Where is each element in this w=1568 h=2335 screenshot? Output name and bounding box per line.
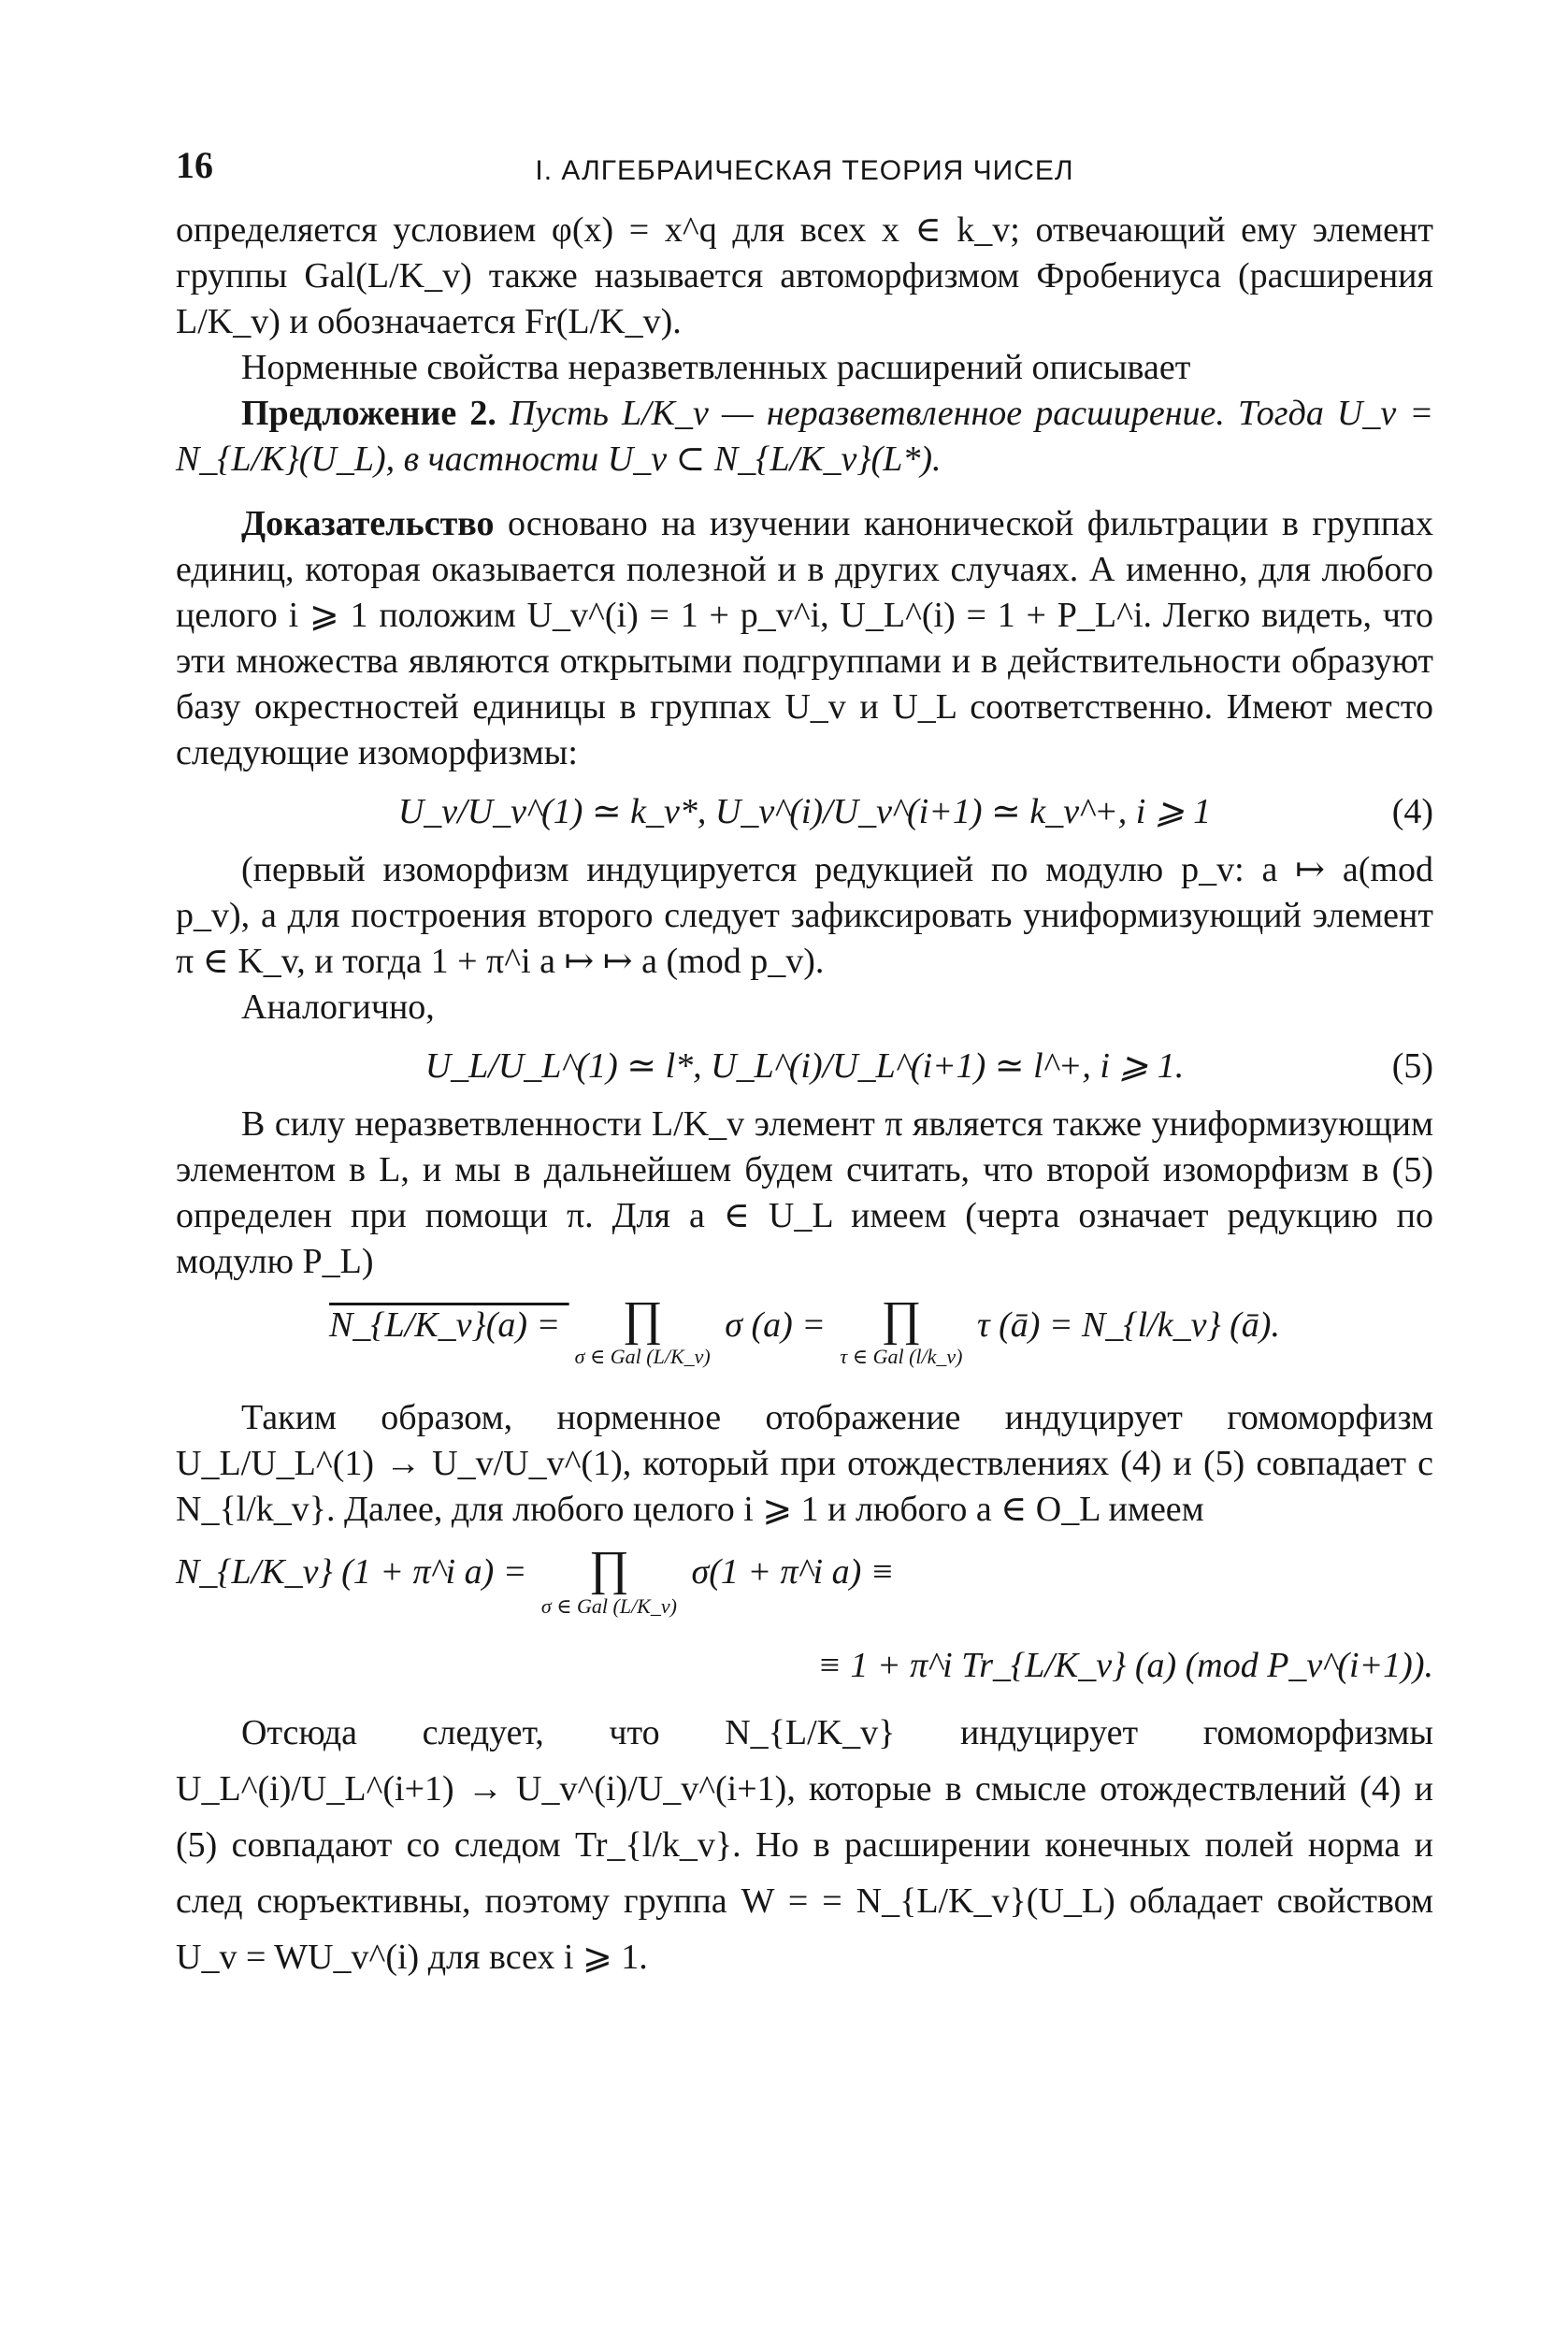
paragraph-frobenius: определяется условием φ(x) = x^q для всех x ∈ k_v; отвечающий ему элемент группы Gal(L/K_v) также называется автоморфизмом Фробениуса (расширения L/K_v) и обозначается Fr(L/K_v).	[176, 210, 1433, 341]
product-3-subscript: σ ∈ Gal (L/K_v)	[540, 1594, 677, 1618]
paragraph-uniformizer: В силу неразветвленности L/K_v элемент π является также униформизующим элементом в L, и мы в дальнейшем будем считать, что второй изоморфизм в (5) определен при помощи π. Для a ∈ U_L имеем (черта означает редукцию по модулю P_L)	[176, 1104, 1433, 1281]
product-over-gal-L: ∏ σ ∈ Gal (L/K_v)	[574, 1292, 711, 1368]
equation-norm-reduction	[176, 1292, 1433, 1378]
paragraph-homomorphism: Таким образом, норменное отображение индуцирует гомоморфизм U_L/U_L^(1) → U_v/U_v^(1), который при отождествлениях (4) и (5) совпадает с N_{l/k_v}. Далее, для любого целого i ⩾ 1 и любого a ∈ O_L имеем	[176, 1398, 1433, 1529]
proposition-text: Пусть L/K_v — неразветвленное расширение. Тогда U_v = N_{L/K}(U_L), в частности U_v ⊂ N_{L/K_v}(L*).	[176, 394, 1433, 479]
norm-expansion-line-2: ≡ 1 + π^i Tr_{L/K_v} (a) (mod P_v^(i+1)).	[817, 1646, 1433, 1685]
equation-4-number: (4)	[1391, 792, 1433, 831]
page-header	[176, 140, 1433, 208]
paragraph-isomorphism-note: (первый изоморфизм индуцируется редукцией по модулю p_v: a ↦ a(mod p_v), а для построения второго следует зафиксировать униформизующий элемент π ∈ K_v, и тогда 1 + π^i a ↦ ↦ a (mod p_v).	[176, 850, 1433, 981]
equation-norm-expansion	[176, 1542, 1433, 1636]
product-2-subscript: τ ∈ Gal (l/k_v)	[840, 1345, 963, 1368]
final-paragraph-block	[176, 1705, 1433, 1985]
equation-5-number: (5)	[1391, 1046, 1433, 1086]
product-over-gal: ∏ σ ∈ Gal (L/K_v)	[540, 1542, 677, 1618]
paragraph-surjectivity: Отсюда следует, что N_{L/K_v} индуцирует гомоморфизмы U_L^(i)/U_L^(i+1) → U_v^(i)/U_v^(i+1), которые в смысле отождествлений (4) и (5) совпадают со следом Tr_{l/k_v}. Но в расширении конечных полей норма и след сюръективны, поэтому группа W = = N_{L/K_v}(U_L) обладает свойством U_v = WU_v^(i) для всех i ⩾ 1.	[176, 1713, 1433, 1977]
proposition-label: Предложение 2.	[241, 394, 496, 433]
proof-label: Доказательство	[241, 504, 495, 543]
equation-5	[176, 1036, 1433, 1096]
norm-expansion-lhs: N_{L/K_v} (1 + π^i a) =	[176, 1552, 536, 1592]
norm-reduction-mid: σ (a) =	[725, 1305, 835, 1345]
equation-4	[176, 782, 1433, 842]
proof-paragraph	[176, 501, 1433, 776]
paragraph-norm-intro: Норменные свойства неразветвленных расширений описывает	[241, 348, 1191, 387]
norm-reduction-rhs: τ (ā) = N_{l/k_v} (ā).	[977, 1305, 1280, 1345]
proof-text: основано на изучении канонической фильтрации в группах единиц, которая оказывается полезной и в других случаях. А именно, для любого целого i ⩾ 1 положим U_v^(i) = 1 + p_v^i, U_L^(i) = 1 + P_L^i. Легко видеть, что эти множества являются открытыми подгруппами и в действительности образуют базу окрестностей единицы в группах U_v и U_L соответственно. Имеют место следующие изоморфизмы:	[176, 504, 1434, 772]
norm-expansion-rhs: σ(1 + π^i a) ≡	[691, 1552, 895, 1592]
page-number: 16	[176, 144, 213, 186]
norm-reduction-lhs: N_{L/K_v}(a) =	[329, 1305, 569, 1345]
page	[176, 140, 1433, 1985]
product-1-subscript: σ ∈ Gal (L/K_v)	[574, 1345, 711, 1368]
proposition-2	[176, 391, 1433, 483]
equation-4-formula: U_v/U_v^(1) ≃ k_v*, U_v^(i)/U_v^(i+1) ≃ k_v^+, i ⩾ 1	[397, 792, 1212, 831]
running-head: I. АЛГЕБРАИЧЕСКАЯ ТЕОРИЯ ЧИСЕЛ	[535, 155, 1074, 186]
equation-5-formula: U_L/U_L^(1) ≃ l*, U_L^(i)/U_L^(i+1) ≃ l^+, i ⩾ 1.	[424, 1046, 1185, 1086]
product-over-gal-l: ∏ τ ∈ Gal (l/k_v)	[840, 1292, 963, 1368]
paragraph-analogously: Аналогично,	[241, 987, 435, 1027]
